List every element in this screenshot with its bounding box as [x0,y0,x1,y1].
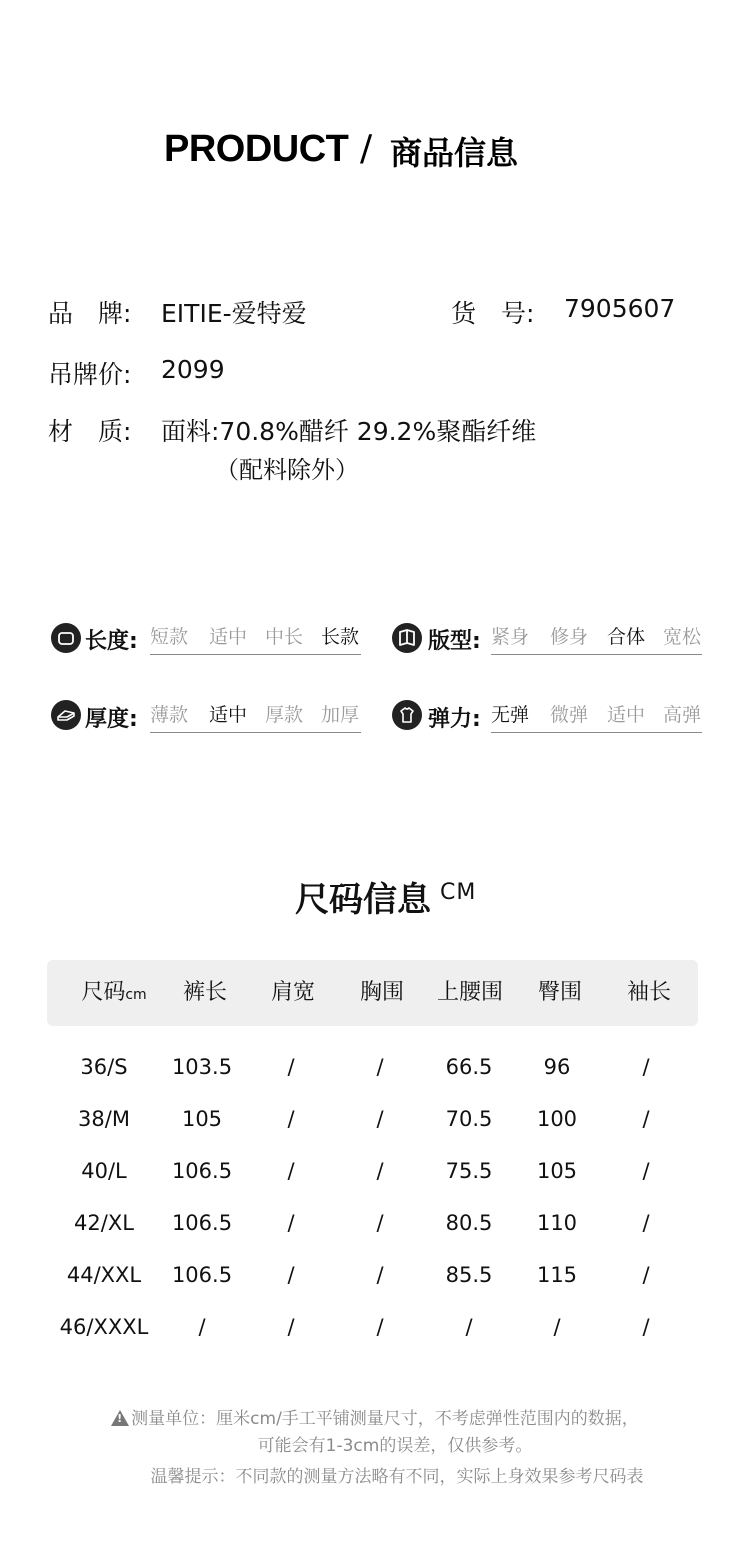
table-cell: 66.5 [445,1055,493,1079]
size-section-unit: CM [440,880,477,905]
option-短款: 短款 [150,626,189,648]
table-cell: / [376,1315,384,1339]
tip-note: 温馨提示：不同款的测量方法略有不同，实际上身效果参考尺码表 [150,1467,644,1487]
column-header-size: 尺码cm [81,980,147,1005]
table-cell: 40/L [81,1159,127,1183]
column-header-hip: 臀围 [537,980,582,1005]
fit-options [491,625,702,655]
length-label: 长度: [85,629,138,654]
column-header-shoulder: 肩宽 [270,980,315,1005]
option-长款-selected: 长款 [321,626,360,648]
title-separator: / [360,128,373,169]
table-cell: / [465,1315,473,1339]
table-cell: / [198,1315,206,1339]
option-中长: 中长 [265,626,304,648]
table-cell: 46/XXXL [59,1315,149,1339]
page-title-en: PRODUCT [164,128,349,170]
table-cell: / [642,1263,650,1287]
table-cell: 80.5 [445,1211,493,1235]
table-cell: 110 [536,1211,578,1235]
table-cell: 36/S [80,1055,128,1079]
table-cell: / [287,1211,295,1235]
table-cell: / [642,1055,650,1079]
thickness-icon [51,700,81,730]
table-cell: / [642,1211,650,1235]
table-cell: / [376,1263,384,1287]
length-icon [51,623,81,653]
option-修身: 修身 [550,626,589,648]
table-cell: / [553,1315,561,1339]
thickness-options [150,703,361,733]
option-厚款: 厚款 [265,704,304,726]
option-适中: 适中 [607,704,646,726]
option-微弹: 微弹 [550,704,589,726]
table-cell: 70.5 [445,1107,493,1131]
table-cell: 103.5 [171,1055,233,1079]
table-cell: / [376,1055,384,1079]
option-宽松: 宽松 [663,626,702,648]
sku-value: 7905607 [564,294,676,323]
material-value: 面料:70.8%醋纤 29.2%聚酯纤维 [161,417,537,446]
table-cell: / [287,1055,295,1079]
fit-icon [392,623,422,653]
column-header-sleeve: 袖长 [626,980,671,1005]
column-header-length: 裤长 [182,980,227,1005]
table-cell: / [287,1315,295,1339]
material-note: （配料除外） [215,456,359,484]
table-cell: 106.5 [171,1159,233,1183]
table-cell: 44/XXL [66,1263,142,1287]
option-加厚: 加厚 [321,704,360,726]
elasticity-options [491,703,702,733]
elasticity-icon [392,700,422,730]
table-cell: / [376,1107,384,1131]
warning-icon [111,1410,129,1426]
table-cell: / [287,1159,295,1183]
table-cell: / [642,1159,650,1183]
option-适中: 适中 [209,626,248,648]
table-cell: / [376,1159,384,1183]
option-无弹-selected: 无弹 [491,704,530,726]
brand-value: EITIE-爱特爱 [161,299,307,328]
brand-label: 品 牌: [48,299,132,328]
table-cell: 85.5 [445,1263,493,1287]
page-title-cn: 商品信息 [390,134,519,172]
size-section-title: 尺码信息 [295,880,431,920]
option-紧身: 紧身 [491,626,530,648]
option-合体-selected: 合体 [607,626,646,648]
table-cell: 106.5 [171,1263,233,1287]
fit-label: 版型: [428,629,481,654]
table-cell: 96 [543,1055,571,1079]
material-label: 材 质: [48,417,132,446]
table-cell: 106.5 [171,1211,233,1235]
option-适中-selected: 适中 [209,704,248,726]
table-cell: / [287,1263,295,1287]
price-value: 2099 [161,355,225,384]
option-薄款: 薄款 [150,704,189,726]
table-cell: 38/M [78,1107,130,1131]
sku-label: 货 号: [451,299,535,328]
column-header-chest: 胸围 [359,980,404,1005]
table-cell: 105 [536,1159,578,1183]
size-table-header [47,960,698,1026]
table-cell: / [642,1107,650,1131]
table-cell: 75.5 [445,1159,493,1183]
table-cell: 100 [536,1107,578,1131]
column-header-waist: 上腰围 [436,980,503,1005]
thickness-label: 厚度: [85,707,138,732]
option-高弹: 高弹 [663,704,702,726]
table-cell: / [376,1211,384,1235]
table-cell: 105 [181,1107,223,1131]
table-cell: / [287,1107,295,1131]
elasticity-label: 弹力: [428,707,481,732]
table-cell: 115 [536,1263,578,1287]
table-cell: 42/XL [74,1211,134,1235]
error-note: 可能会有1-3cm的误差，仅供参考。 [257,1436,533,1456]
measurement-note: !测量单位：厘米cm/手工平铺测量尺寸，不考虑弹性范围内的数据， [0,1404,750,1429]
length-options [150,625,361,655]
table-cell: / [642,1315,650,1339]
price-label: 吊牌价: [48,360,132,389]
